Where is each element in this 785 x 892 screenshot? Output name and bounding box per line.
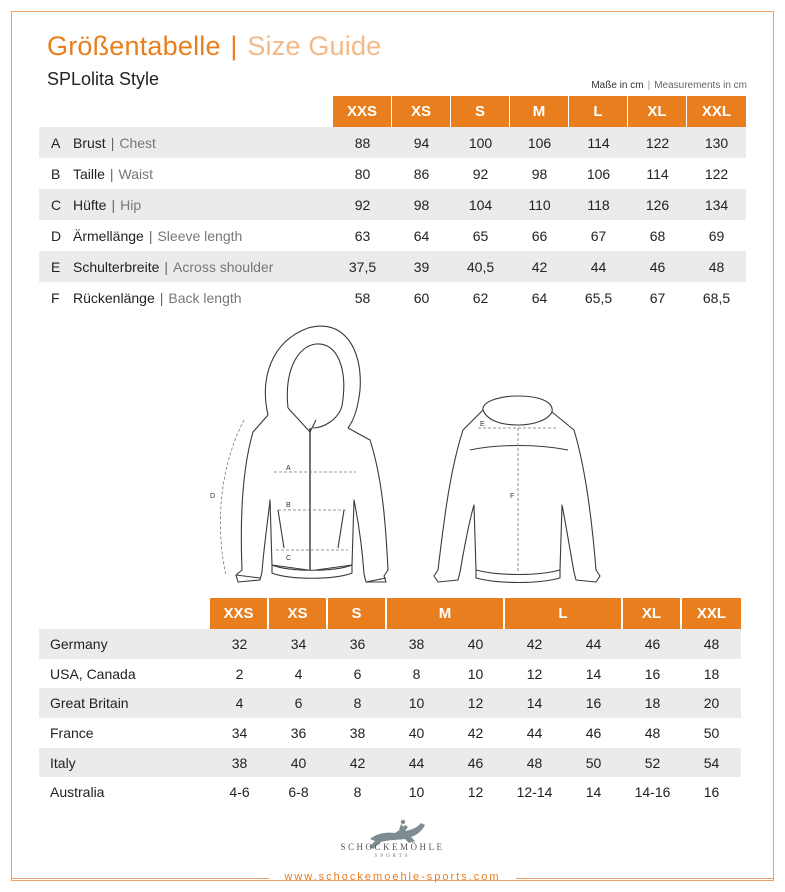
- cell-value: 69: [708, 227, 725, 244]
- cell-value: 46: [644, 635, 661, 652]
- cell-value: 20: [703, 695, 720, 712]
- cell-value: 64: [413, 227, 430, 244]
- cell-value: 64: [531, 289, 548, 306]
- cell-value: 88: [354, 134, 371, 151]
- units-german: Maße in cm: [591, 80, 644, 91]
- cell-value: 14: [585, 784, 602, 801]
- label-separator: |: [159, 289, 164, 306]
- cell-value: 14: [526, 695, 543, 712]
- cell-value: 62: [472, 289, 489, 306]
- cell-value: 34: [290, 635, 307, 652]
- size-header-cell: XXL: [687, 96, 746, 127]
- cell-value: 46: [467, 754, 484, 771]
- label-separator: |: [148, 227, 153, 244]
- cell-value: 48: [708, 258, 725, 275]
- cell-value: 130: [704, 134, 729, 151]
- size-header-cell: XS: [392, 96, 451, 127]
- cell-value: 50: [585, 754, 602, 771]
- cell-value: 46: [649, 258, 666, 275]
- row-label: [73, 228, 333, 244]
- front-hood-inner: [287, 344, 343, 428]
- cell-value: 2: [235, 665, 244, 682]
- table-row: [39, 220, 746, 251]
- label-german: Ärmellänge: [73, 227, 144, 244]
- back-hood: [483, 396, 552, 425]
- size-header-cell: XXS: [333, 96, 392, 127]
- cell-value: 42: [531, 258, 548, 275]
- front-pocket-right: [338, 510, 344, 548]
- row-label: [73, 259, 333, 275]
- front-hood-outline: [265, 326, 360, 428]
- cell-value: 12: [526, 665, 543, 682]
- product-name: SPLolita Style: [47, 69, 160, 89]
- units-separator: |: [647, 80, 651, 91]
- cell-value: 36: [349, 635, 366, 652]
- size-header-cell: XXS: [210, 598, 269, 629]
- row-letter: C: [51, 196, 62, 213]
- cell-value: 106: [586, 165, 611, 182]
- page-title: [47, 31, 381, 62]
- label-german: Hüfte: [73, 196, 107, 213]
- back-body-left: [434, 410, 483, 582]
- label-separator: |: [111, 196, 116, 213]
- table-row: [39, 659, 741, 689]
- cell-value: 12: [467, 784, 484, 801]
- label-english: Chest: [119, 134, 156, 151]
- label-german: Brust: [73, 134, 106, 151]
- size-header-cell: XL: [623, 598, 682, 629]
- cell-value: 14-16: [634, 784, 671, 801]
- cell-value: 122: [704, 165, 729, 182]
- cell-value: 60: [413, 289, 430, 306]
- back-yoke: [470, 446, 568, 451]
- country-name: Germany: [50, 635, 108, 652]
- units-english: Measurements in cm: [654, 80, 747, 91]
- cell-value: 52: [644, 754, 661, 771]
- label-english: Across shoulder: [173, 258, 274, 275]
- table-row: [39, 282, 746, 313]
- country-name: Italy: [50, 754, 76, 771]
- cell-value: 46: [585, 724, 602, 741]
- cell-value: 50: [703, 724, 720, 741]
- cell-value: 37,5: [348, 258, 377, 275]
- cell-value: 114: [646, 165, 669, 182]
- size-header-cell: M: [387, 598, 505, 629]
- label-a: A: [286, 465, 291, 472]
- cell-value: 42: [526, 635, 543, 652]
- cell-value: 40: [408, 724, 425, 741]
- size-header-cell: L: [569, 96, 628, 127]
- cell-value: 14: [585, 665, 602, 682]
- cell-value: 104: [468, 196, 493, 213]
- label-german: Taille: [73, 165, 105, 182]
- row-label: [73, 166, 333, 182]
- cell-value: 38: [231, 754, 248, 771]
- country-name: Australia: [50, 784, 105, 801]
- cell-value: 34: [231, 724, 248, 741]
- back-hem: [476, 570, 560, 583]
- cell-value: 134: [704, 196, 729, 213]
- cell-value: 48: [644, 724, 661, 741]
- cell-value: 16: [703, 784, 720, 801]
- cell-value: 118: [587, 196, 610, 213]
- cell-value: 100: [468, 134, 493, 151]
- cell-value: 42: [467, 724, 484, 741]
- cell-value: 4-6: [229, 784, 250, 801]
- cell-value: 10: [408, 695, 425, 712]
- front-collar-zip: [288, 408, 316, 432]
- cell-value: 67: [649, 289, 666, 306]
- cell-value: 58: [354, 289, 371, 306]
- row-letter: F: [51, 289, 60, 306]
- cell-value: 54: [703, 754, 720, 771]
- conversion-header: [210, 598, 741, 629]
- back-body-right: [552, 412, 600, 582]
- size-header-cell: XXL: [682, 598, 741, 629]
- cell-value: 18: [703, 665, 720, 682]
- size-header-cell: L: [505, 598, 623, 629]
- front-pocket-left: [278, 510, 284, 548]
- cell-value: 44: [585, 635, 602, 652]
- cell-value: 12: [467, 695, 484, 712]
- label-separator: |: [109, 165, 114, 182]
- cell-value: 36: [290, 724, 307, 741]
- jacket-illustration: [198, 320, 618, 595]
- cell-value: 106: [527, 134, 552, 151]
- cell-value: 38: [408, 635, 425, 652]
- cell-value: 39: [413, 258, 430, 275]
- cell-value: 66: [531, 227, 548, 244]
- cell-value: 4: [235, 695, 244, 712]
- units-note: [591, 80, 747, 91]
- size-header-cell: S: [451, 96, 510, 127]
- cell-value: 80: [354, 165, 371, 182]
- row-letter: A: [51, 134, 61, 151]
- cell-value: 114: [587, 134, 610, 151]
- size-header-cell: M: [510, 96, 569, 127]
- cell-value: 48: [703, 635, 720, 652]
- website-link[interactable]: www.schockemoehle-sports.com: [284, 871, 501, 883]
- cell-value: 10: [408, 784, 425, 801]
- measure-line-d: [220, 420, 244, 576]
- table-row: [39, 158, 746, 189]
- cell-value: 44: [590, 258, 607, 275]
- cell-value: 86: [413, 165, 430, 182]
- cell-value: 94: [413, 134, 430, 151]
- table-row: [39, 251, 746, 282]
- label-d: D: [210, 493, 216, 500]
- measurements-header: [333, 96, 746, 127]
- cell-value: 122: [645, 134, 670, 151]
- cell-value: 16: [585, 695, 602, 712]
- front-sleeve-cuff-left: [236, 575, 260, 578]
- cell-value: 65,5: [584, 289, 613, 306]
- table-row: [39, 718, 741, 748]
- cell-value: 44: [408, 754, 425, 771]
- table-row: [39, 778, 741, 808]
- row-label: [73, 197, 333, 213]
- cell-value: 8: [412, 665, 421, 682]
- brand-name: SCHOCKEMÖHLE: [340, 842, 445, 852]
- label-english: Hip: [120, 196, 142, 213]
- cell-value: 8: [353, 784, 362, 801]
- label-separator: |: [164, 258, 169, 275]
- label-b: B: [286, 502, 291, 509]
- country-name: USA, Canada: [50, 665, 136, 682]
- cell-value: 98: [531, 165, 548, 182]
- cell-value: 40: [290, 754, 307, 771]
- brand-subtitle: SPORTS: [374, 854, 411, 859]
- country-name: Great Britain: [50, 695, 129, 712]
- label-english: Back length: [168, 289, 242, 306]
- size-header-cell: XS: [269, 598, 328, 629]
- cell-value: 40: [467, 635, 484, 652]
- front-body-left: [236, 415, 308, 582]
- cell-value: 6-8: [288, 784, 309, 801]
- cell-value: 12-14: [516, 784, 553, 801]
- cell-value: 8: [353, 695, 362, 712]
- cell-value: 126: [645, 196, 670, 213]
- cell-value: 63: [354, 227, 371, 244]
- cell-value: 32: [231, 635, 248, 652]
- cell-value: 44: [526, 724, 543, 741]
- cell-value: 10: [467, 665, 484, 682]
- size-header-cell: XL: [628, 96, 687, 127]
- front-sleeve-cuff-right: [366, 578, 386, 582]
- row-letter: E: [51, 258, 61, 275]
- cell-value: 68: [649, 227, 666, 244]
- cell-value: 40,5: [466, 258, 495, 275]
- country-name: France: [50, 724, 94, 741]
- label-german: Schulterbreite: [73, 258, 160, 275]
- cell-value: 92: [472, 165, 489, 182]
- title-english: Size Guide: [247, 31, 382, 61]
- cell-value: 110: [528, 196, 551, 213]
- cell-value: 67: [590, 227, 607, 244]
- cell-value: 48: [526, 754, 543, 771]
- title-german: Größentabelle: [47, 31, 221, 61]
- cell-value: 4: [294, 665, 303, 682]
- title-separator: |: [230, 31, 238, 61]
- cell-value: 6: [353, 665, 362, 682]
- label-german: Rückenlänge: [73, 289, 155, 306]
- table-row: [39, 688, 741, 718]
- cell-value: 38: [349, 724, 366, 741]
- label-english: Sleeve length: [157, 227, 243, 244]
- cell-value: 68,5: [702, 289, 731, 306]
- label-separator: |: [110, 134, 115, 151]
- size-header-cell: S: [328, 598, 387, 629]
- cell-value: 98: [413, 196, 430, 213]
- cell-value: 92: [354, 196, 371, 213]
- table-row: [39, 748, 741, 778]
- cell-value: 6: [294, 695, 303, 712]
- cell-value: 16: [644, 665, 661, 682]
- row-letter: D: [51, 227, 62, 244]
- front-body-right: [316, 428, 388, 582]
- table-row: [39, 127, 746, 158]
- row-label: [73, 290, 333, 306]
- label-e: E: [480, 421, 485, 428]
- label-c: C: [286, 555, 292, 562]
- cell-value: 42: [349, 754, 366, 771]
- cell-value: 65: [472, 227, 489, 244]
- table-row: [39, 189, 746, 220]
- row-letter: B: [51, 165, 61, 182]
- table-row: [39, 629, 741, 659]
- row-label: [73, 135, 333, 151]
- label-f: F: [510, 493, 515, 500]
- label-english: Waist: [118, 165, 154, 182]
- cell-value: 18: [644, 695, 661, 712]
